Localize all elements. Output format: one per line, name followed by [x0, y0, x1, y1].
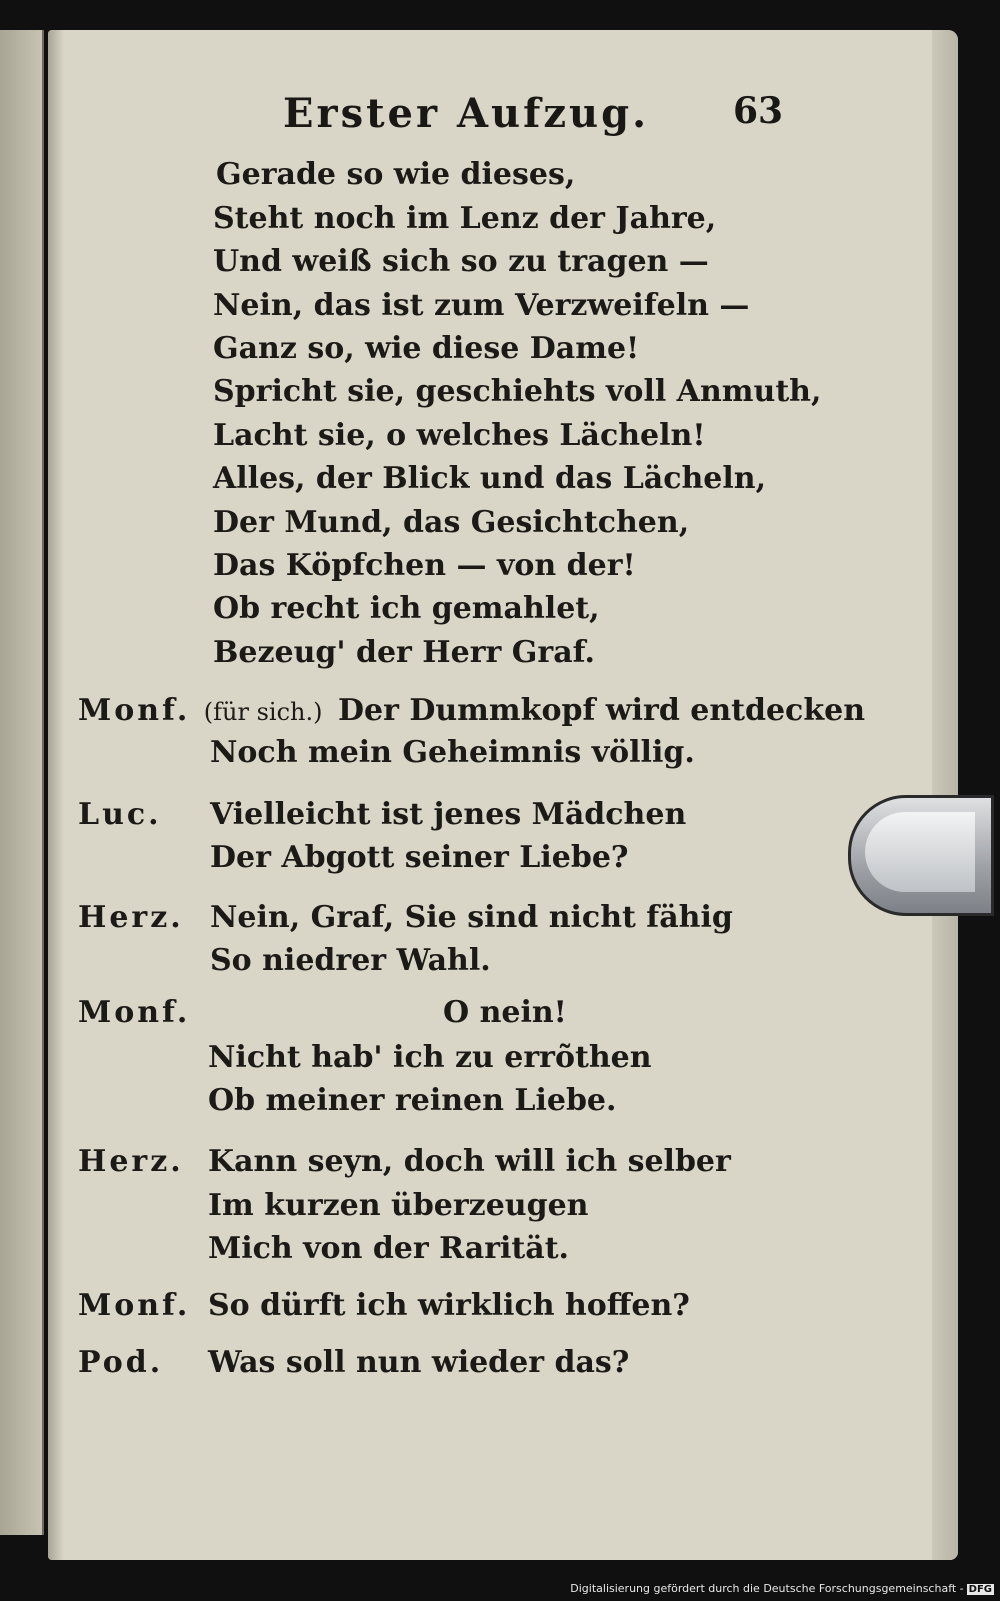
dialogue-line: Der Dummkopf wird entdecken [338, 693, 866, 728]
verse-line: Bezeug' der Herr Graf. [213, 635, 595, 670]
speaker-name: Monf. [78, 693, 191, 728]
credit-text: Digitalisierung gefördert durch die Deutsche Forschungsgemeinschaft - [570, 1582, 964, 1595]
verse-line: Spricht sie, geschiehts voll Anmuth, [213, 374, 822, 409]
page-text [48, 30, 958, 1560]
dialogue-line: Noch mein Geheimnis völlig. [210, 735, 695, 770]
dialogue-line: O nein! [443, 995, 567, 1030]
speaker-label: Luc. [78, 797, 162, 832]
dialogue-line: Was soll nun wieder das? [208, 1345, 630, 1380]
verse-line: Steht noch im Lenz der Jahre, [213, 201, 717, 236]
speaker-label [78, 693, 322, 730]
verse-line: Der Mund, das Gesichtchen, [213, 505, 690, 540]
verse-line: Ganz so, wie diese Dame! [213, 331, 640, 366]
stage-direction: (für sich.) [203, 698, 323, 726]
dialogue-line: Nicht hab' ich zu errõthen [208, 1040, 652, 1075]
dfg-logo: DFG [968, 1584, 992, 1595]
page-clip [848, 795, 994, 916]
dialogue-line: So dürft ich wirklich hoffen? [208, 1288, 690, 1323]
dialogue-line: Kann seyn, doch will ich selber [208, 1144, 731, 1179]
verse-line: Alles, der Blick und das Lächeln, [213, 461, 767, 496]
digitization-credit [570, 1582, 994, 1595]
verse-line: Lacht sie, o welches Lächeln! [213, 418, 706, 453]
book-page [48, 30, 958, 1560]
page-clip-highlight [865, 812, 975, 892]
speaker-label: Monf. [78, 995, 191, 1030]
verse-line: Und weiß sich so zu tragen — [213, 244, 709, 279]
speaker-label: Pod. [78, 1345, 164, 1380]
speaker-label: Herz. [78, 1144, 184, 1179]
dialogue-line: Vielleicht ist jenes Mädchen [210, 797, 687, 832]
verse-line: Nein, das ist zum Verzweifeln — [213, 288, 750, 323]
page-number: 63 [733, 90, 784, 132]
dialogue-line: Ob meiner reinen Liebe. [208, 1083, 617, 1118]
running-title: Erster Aufzug. [283, 90, 650, 137]
facing-page-edge [0, 30, 44, 1535]
verse-line: Gerade so wie dieses, [216, 157, 576, 192]
dialogue-line: So niedrer Wahl. [210, 943, 491, 978]
dialogue-line: Im kurzen überzeugen [208, 1188, 589, 1223]
verse-line: Das Köpfchen — von der! [213, 548, 636, 583]
verse-line: Ob recht ich gemahlet, [213, 591, 600, 626]
speaker-label: Herz. [78, 900, 184, 935]
dialogue-line: Mich von der Rarität. [208, 1231, 569, 1266]
dialogue-line: Nein, Graf, Sie sind nicht fähig [210, 900, 733, 935]
dialogue-line: Der Abgott seiner Liebe? [210, 840, 629, 875]
speaker-label: Monf. [78, 1288, 191, 1323]
